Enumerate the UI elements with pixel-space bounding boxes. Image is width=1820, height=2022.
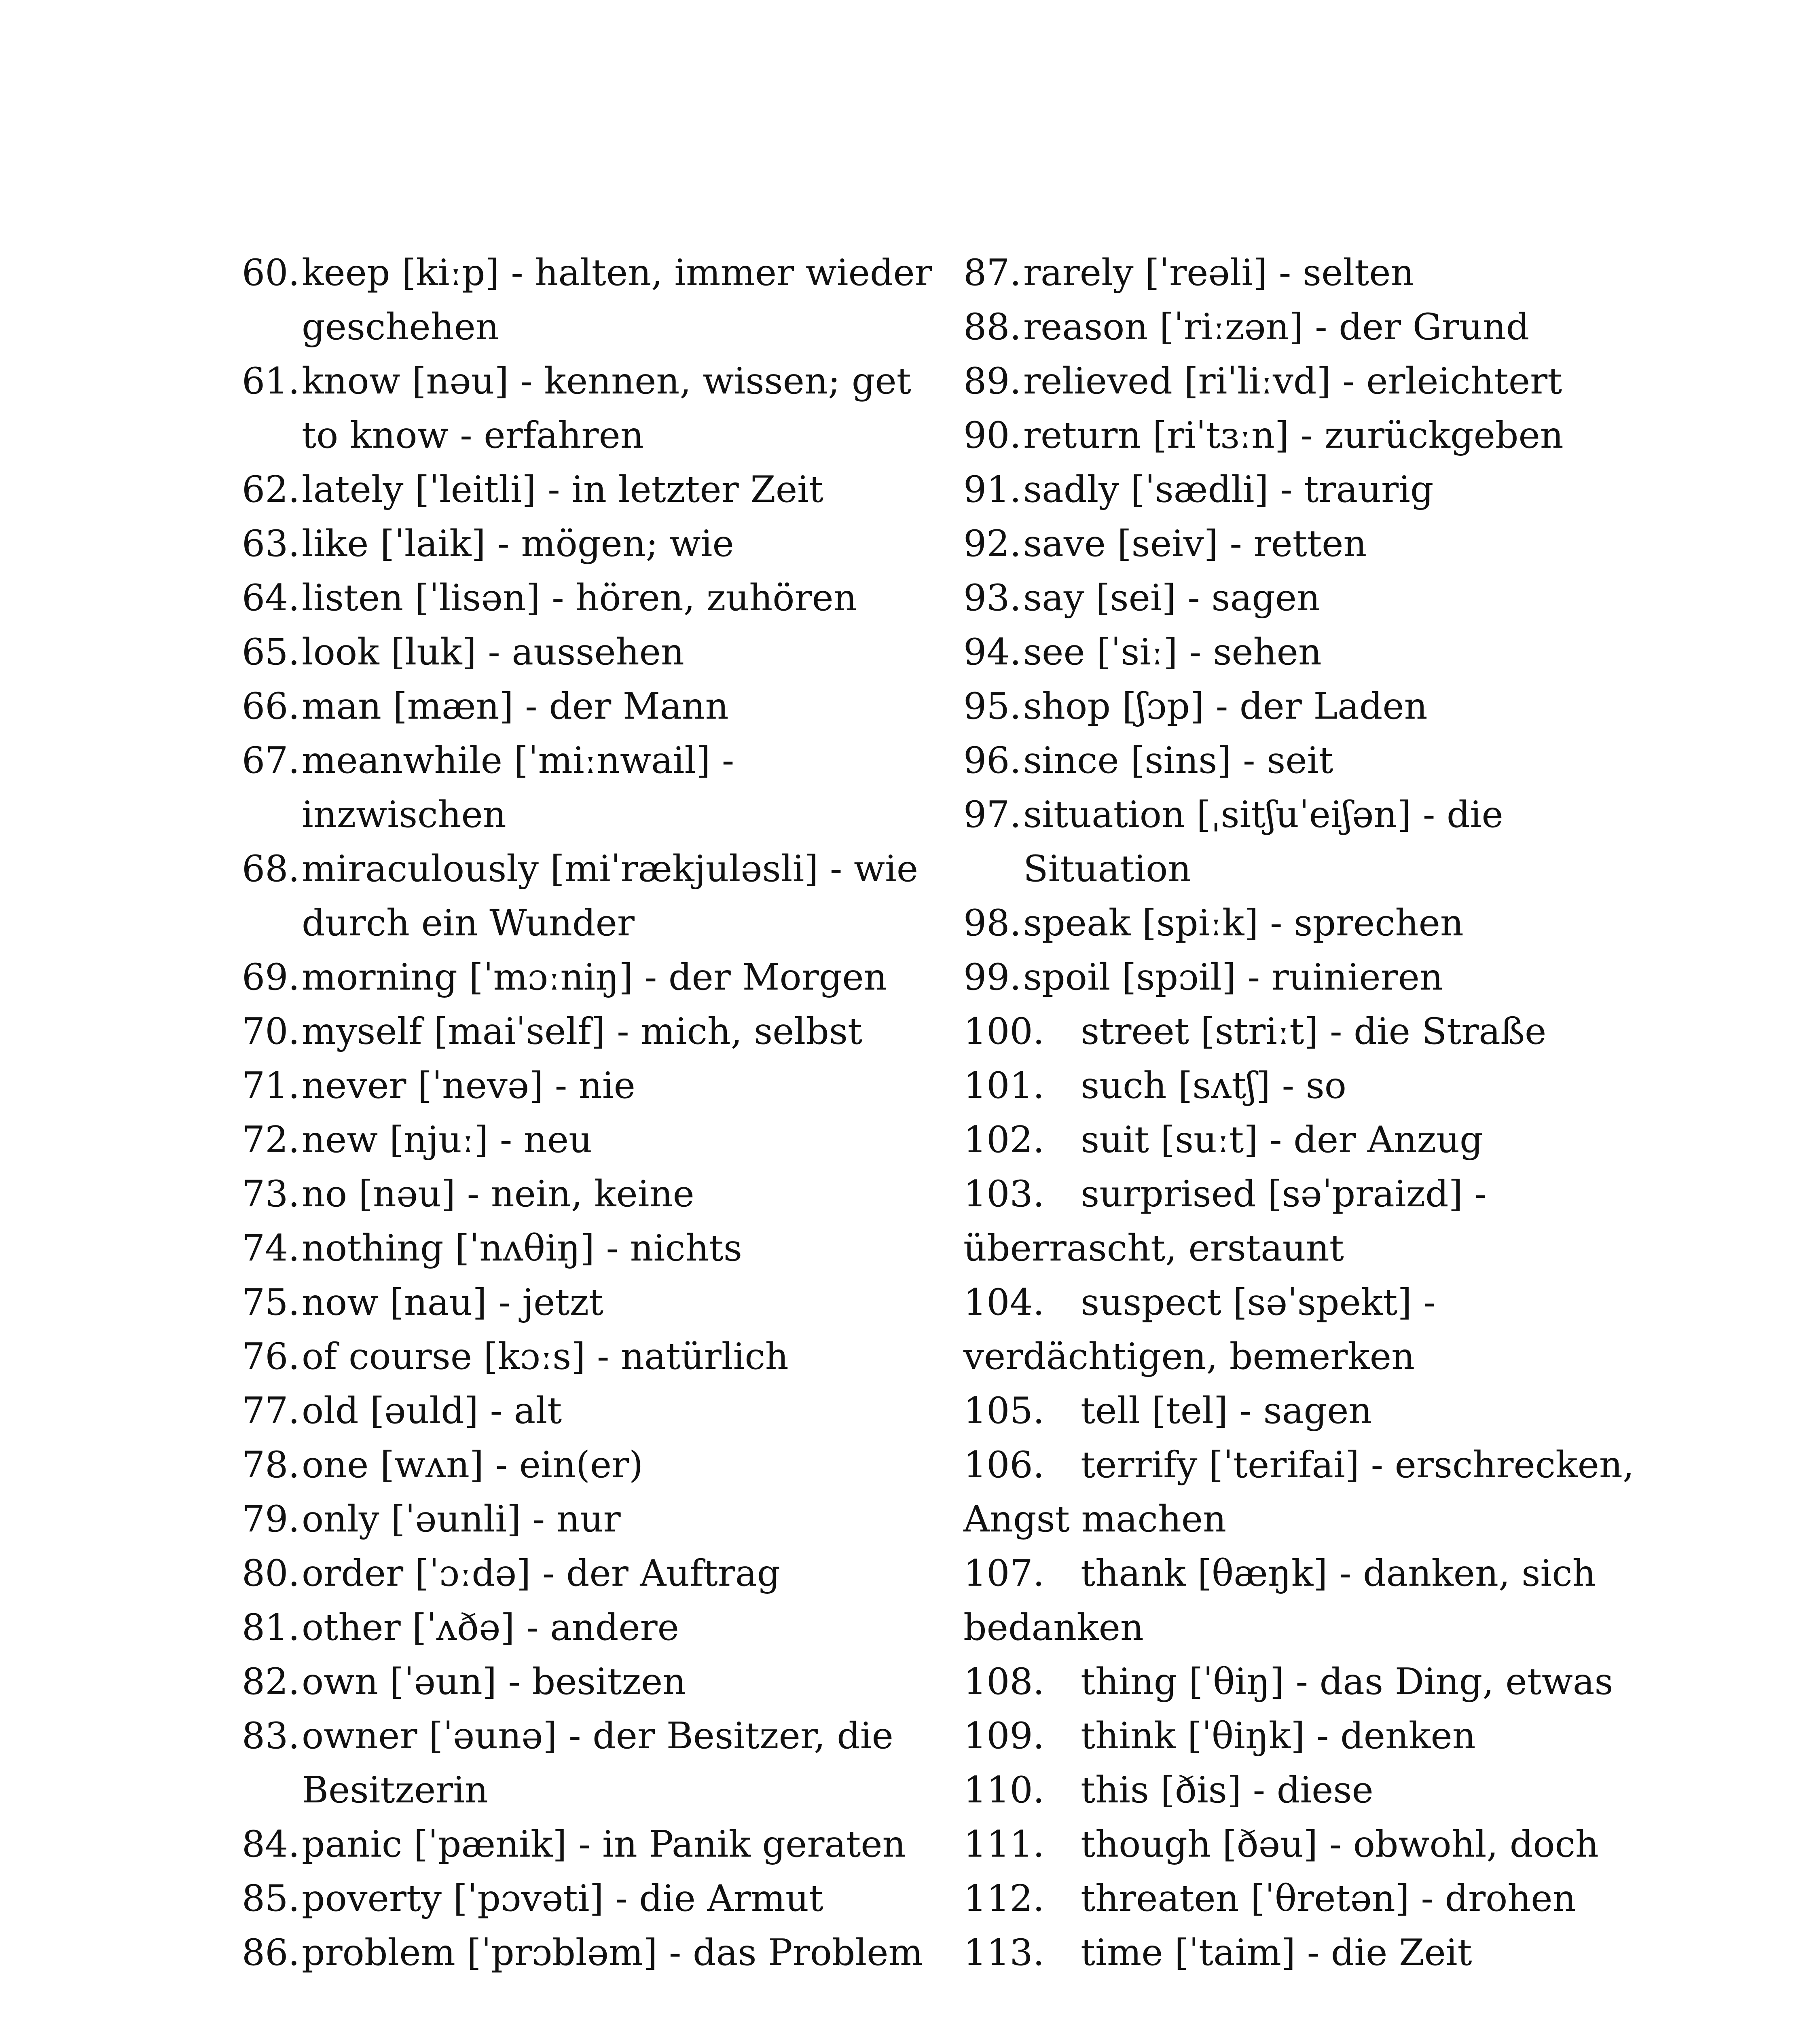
entry-number: 71.: [242, 1064, 300, 1107]
vocabulary-entry: [242, 1817, 946, 1872]
entry-number: 85.: [242, 1877, 300, 1920]
vocabulary-entry: [963, 1059, 1651, 1113]
vocabulary-entry: [242, 625, 946, 679]
entry-text: problem [ˈprɔbləm] - das Problem: [302, 1931, 923, 1974]
entry-text: owner [ˈəunə] - der Besitzer, die Besitzerin: [302, 1715, 893, 1811]
entry-number: 108.: [963, 1660, 1045, 1703]
entry-text: relieved [riˈliːvd] - erleichtert: [1023, 360, 1562, 402]
entry-text: shop [ʃɔp] - der Laden: [1023, 685, 1428, 728]
entry-number: 65.: [242, 631, 300, 673]
vocabulary-entry: [242, 842, 946, 950]
entry-text: morning [ˈmɔːniŋ] - der Morgen: [302, 956, 887, 998]
entry-number: 110.: [963, 1769, 1045, 1811]
vocabulary-entry: [963, 1763, 1651, 1817]
entry-number: 94.: [963, 631, 1022, 673]
entry-number: 64.: [242, 577, 300, 619]
entry-text: look [luk] - aussehen: [302, 631, 684, 673]
vocabulary-entry: [242, 1113, 946, 1167]
entry-number: 75.: [242, 1281, 300, 1324]
entry-number: 72.: [242, 1119, 300, 1161]
entry-number: 80.: [242, 1552, 300, 1595]
vocabulary-entry: [963, 1275, 1651, 1384]
entry-number: 111.: [963, 1823, 1045, 1865]
vocabulary-entry: [242, 679, 946, 734]
entry-text: such [sʌtʃ] - so: [1081, 1064, 1346, 1107]
entry-text: never [ˈnevə] - nie: [302, 1064, 635, 1107]
entry-number: 67.: [242, 739, 300, 782]
entry-text: rarely [ˈreəli] - selten: [1023, 252, 1414, 294]
entry-text: surprised [səˈpraizd] - überrascht, erstaunt: [963, 1173, 1487, 1269]
entry-number: 76.: [242, 1335, 300, 1378]
vocabulary-entry: [242, 1167, 946, 1221]
vocabulary-entry: [242, 1438, 946, 1492]
entry-text: new [njuː] - neu: [302, 1119, 593, 1161]
vocabulary-entry: [963, 1005, 1651, 1059]
entry-text: spoil [spɔil] - ruinieren: [1023, 956, 1443, 998]
entry-text: only [ˈəunli] - nur: [302, 1498, 621, 1540]
entry-text: say [sei] - sagen: [1023, 577, 1321, 619]
vocabulary-entry: [963, 625, 1651, 679]
vocabulary-entry: [963, 408, 1651, 463]
vocabulary-entry: [963, 1438, 1651, 1546]
entry-text: now [nau] - jetzt: [302, 1281, 604, 1324]
vocabulary-entry: [242, 463, 946, 517]
entry-text: man [mæn] - der Mann: [302, 685, 729, 728]
entry-text: street [striːt] - die Straße: [1081, 1010, 1547, 1053]
entry-text: save [seiv] - retten: [1023, 522, 1367, 565]
entry-number: 102.: [963, 1119, 1045, 1161]
entry-number: 68.: [242, 848, 300, 890]
entry-number: 103.: [963, 1173, 1045, 1215]
entry-text: suspect [səˈspekt] - verdächtigen, bemerken: [963, 1281, 1436, 1378]
entry-number: 96.: [963, 739, 1022, 782]
entry-text: like [ˈlaik] - mögen; wie: [302, 522, 734, 565]
vocabulary-entry: [242, 517, 946, 571]
vocabulary-entry: [242, 1492, 946, 1546]
entry-text: miraculously [miˈrækjuləsli] - wie durch ein Wunder: [302, 848, 918, 944]
entry-number: 70.: [242, 1010, 300, 1053]
entry-number: 92.: [963, 522, 1022, 565]
vocabulary-entry: [963, 1655, 1651, 1709]
entry-number: 91.: [963, 468, 1022, 511]
vocabulary-entry: [963, 246, 1651, 300]
entry-text: situation [ˌsitʃuˈeiʃən] - die Situation: [1023, 793, 1503, 890]
entry-text: lately [ˈleitli] - in letzter Zeit: [302, 468, 824, 511]
vocabulary-entry: [242, 950, 946, 1005]
entry-number: 84.: [242, 1823, 300, 1865]
vocabulary-entry: [242, 1872, 946, 1926]
entry-number: 113.: [963, 1931, 1045, 1974]
vocabulary-entry: [242, 246, 946, 354]
entry-number: 81.: [242, 1606, 300, 1649]
vocabulary-entry: [242, 1546, 946, 1601]
entry-text: suit [suːt] - der Anzug: [1081, 1119, 1483, 1161]
entry-number: 74.: [242, 1227, 300, 1269]
entry-text: listen [ˈlisən] - hören, zuhören: [302, 577, 857, 619]
entry-text: see [ˈsiː] - sehen: [1023, 631, 1322, 673]
entry-number: 66.: [242, 685, 300, 728]
entry-number: 93.: [963, 577, 1022, 619]
vocabulary-entry: [242, 354, 946, 463]
entry-number: 69.: [242, 956, 300, 998]
entry-number: 87.: [963, 252, 1022, 294]
vocabulary-entry: [242, 1384, 946, 1438]
entry-number: 105.: [963, 1390, 1045, 1432]
entry-number: 112.: [963, 1877, 1045, 1920]
vocabulary-entry: [963, 1926, 1651, 1980]
entry-number: 104.: [963, 1281, 1045, 1324]
entry-text: other [ˈʌðə] - andere: [302, 1606, 679, 1649]
entry-text: since [sins] - seit: [1023, 739, 1333, 782]
entry-number: 109.: [963, 1715, 1045, 1757]
entry-text: though [ðəu] - obwohl, doch: [1081, 1823, 1599, 1865]
entry-number: 86.: [242, 1931, 300, 1974]
vocabulary-entry: [242, 1275, 946, 1330]
vocabulary-entry: [963, 950, 1651, 1005]
entry-text: speak [spiːk] - sprechen: [1023, 902, 1464, 944]
vocabulary-entry: [242, 1926, 946, 1980]
entry-number: 79.: [242, 1498, 300, 1540]
entry-number: 89.: [963, 360, 1022, 402]
entry-text: think [ˈθiŋk] - denken: [1081, 1715, 1476, 1757]
vocabulary-entry: [963, 679, 1651, 734]
vocabulary-entry: [963, 354, 1651, 408]
entry-number: 73.: [242, 1173, 300, 1215]
entry-number: 77.: [242, 1390, 300, 1432]
vocabulary-entry: [242, 1005, 946, 1059]
entry-text: tell [tel] - sagen: [1081, 1390, 1372, 1432]
vocabulary-entry: [963, 300, 1651, 354]
entry-text: return [riˈtɜːn] - zurückgeben: [1023, 414, 1564, 457]
entry-text: reason [ˈriːzən] - der Grund: [1023, 306, 1530, 348]
entry-text: poverty [ˈpɔvəti] - die Armut: [302, 1877, 823, 1920]
entry-number: 78.: [242, 1444, 300, 1486]
entry-number: 88.: [963, 306, 1022, 348]
entry-text: time [ˈtaim] - die Zeit: [1081, 1931, 1472, 1974]
vocabulary-entry: [242, 1221, 946, 1275]
vocabulary-entry: [242, 734, 946, 842]
vocabulary-entry: [242, 1709, 946, 1817]
vocabulary-entry: [242, 1059, 946, 1113]
vocabulary-entry: [963, 1817, 1651, 1872]
entry-text: thing [ˈθiŋ] - das Ding, etwas: [1081, 1660, 1613, 1703]
entry-number: 98.: [963, 902, 1022, 944]
entry-number: 61.: [242, 360, 300, 402]
vocabulary-entry: [963, 734, 1651, 788]
entry-number: 101.: [963, 1064, 1045, 1107]
vocabulary-entry: [963, 517, 1651, 571]
vocabulary-entry: [242, 1601, 946, 1655]
vocabulary-entry: [963, 1709, 1651, 1763]
vocabulary-entry: [963, 463, 1651, 517]
entry-text: this [ðis] - diese: [1081, 1769, 1373, 1811]
entry-number: 99.: [963, 956, 1022, 998]
entry-text: keep [kiːp] - halten, immer wieder geschehen: [302, 252, 932, 348]
entry-number: 60.: [242, 252, 300, 294]
entry-number: 63.: [242, 522, 300, 565]
entry-text: panic [ˈpænik] - in Panik geraten: [302, 1823, 906, 1865]
entry-number: 83.: [242, 1715, 300, 1757]
vocabulary-entry: [242, 571, 946, 625]
entry-text: of course [kɔːs] - natürlich: [302, 1335, 789, 1378]
entry-text: order [ˈɔːdə] - der Auftrag: [302, 1552, 781, 1595]
vocabulary-entry: [963, 896, 1651, 950]
vocabulary-entry: [963, 1872, 1651, 1926]
entry-text: know [nəu] - kennen, wissen; get to know - erfahren: [302, 360, 911, 457]
entry-text: one [wʌn] - ein(er): [302, 1444, 643, 1486]
right-vocabulary-column: [963, 246, 1651, 1980]
entry-text: myself [maiˈself] - mich, selbst: [302, 1010, 863, 1053]
entry-text: own [ˈəun] - besitzen: [302, 1660, 686, 1703]
entry-text: meanwhile [ˈmiːnwail] - inzwischen: [302, 739, 734, 836]
entry-number: 106.: [963, 1444, 1045, 1486]
entry-number: 97.: [963, 793, 1022, 836]
entry-number: 90.: [963, 414, 1022, 457]
entry-text: no [nəu] - nein, keine: [302, 1173, 694, 1215]
vocabulary-entry: [242, 1655, 946, 1709]
vocabulary-entry: [963, 571, 1651, 625]
vocabulary-entry: [242, 1330, 946, 1384]
vocabulary-entry: [963, 788, 1651, 896]
entry-text: threaten [ˈθretən] - drohen: [1081, 1877, 1576, 1920]
entry-number: 107.: [963, 1552, 1045, 1595]
entry-text: old [əuld] - alt: [302, 1390, 562, 1432]
entry-text: nothing [ˈnʌθiŋ] - nichts: [302, 1227, 743, 1269]
vocabulary-entry: [963, 1113, 1651, 1167]
entry-number: 82.: [242, 1660, 300, 1703]
entry-number: 95.: [963, 685, 1022, 728]
vocabulary-entry: [963, 1167, 1651, 1275]
entry-text: sadly [ˈsædli] - traurig: [1023, 468, 1434, 511]
left-vocabulary-column: [242, 246, 946, 1980]
vocabulary-entry: [963, 1546, 1651, 1655]
entry-text: terrify [ˈterifai] - erschrecken, Angst machen: [963, 1444, 1634, 1540]
entry-number: 62.: [242, 468, 300, 511]
entry-number: 100.: [963, 1010, 1045, 1053]
entry-text: thank [θæŋk] - danken, sich bedanken: [963, 1552, 1596, 1649]
vocabulary-entry: [963, 1384, 1651, 1438]
